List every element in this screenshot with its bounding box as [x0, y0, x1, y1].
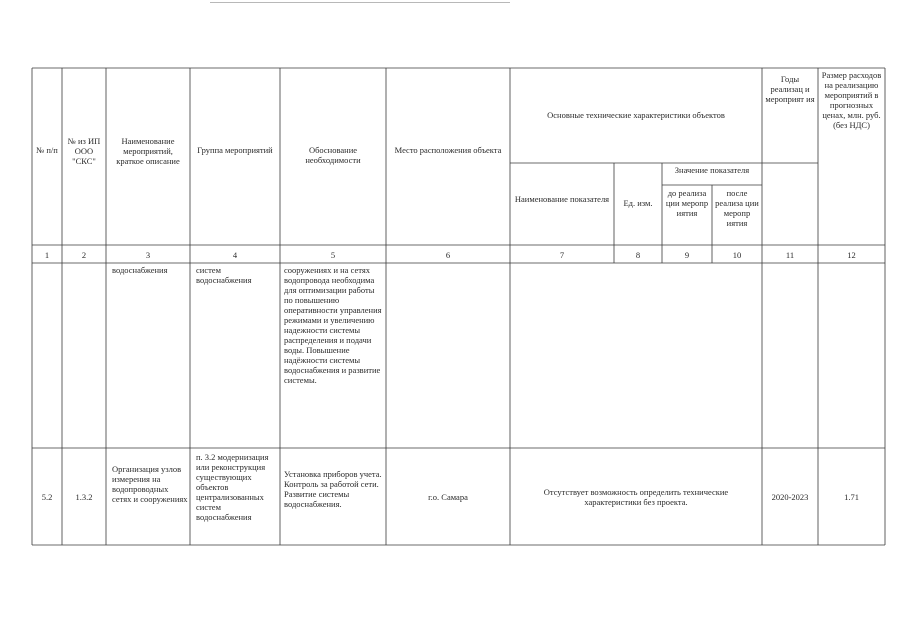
- header-years: Годы реализац и мероприят ия: [765, 74, 815, 104]
- header-measure-group: Группа мероприятий: [197, 145, 273, 155]
- row2-years: 2020-2023: [771, 492, 809, 502]
- header-location: Место расположения объекта: [394, 145, 502, 155]
- header-technical-characteristics: Основные технические характеристики объектов: [547, 110, 725, 120]
- row2-costs: 1.71: [844, 492, 859, 502]
- column-number: 4: [232, 250, 238, 260]
- column-number: 8: [635, 250, 641, 260]
- row2-justification: Установка приборов учета. Контроль за работой сети. Развитие системы водоснабжения.: [284, 469, 382, 509]
- column-number: 10: [732, 250, 742, 260]
- column-number: 3: [145, 250, 151, 260]
- header-indicator-value: Значение показателя: [674, 165, 750, 175]
- row2-number: 5.2: [41, 492, 53, 502]
- column-number: 5: [330, 250, 336, 260]
- header-number: № п/п: [36, 145, 58, 155]
- column-number: 12: [847, 250, 856, 260]
- header-unit: Ед. изм.: [623, 198, 653, 208]
- column-number: 11: [785, 250, 795, 260]
- header-before: до реализа ции меропр иятия: [665, 188, 709, 218]
- row1-justification: сооружениях и на сетях водопровода необходима для оптимизации работы по повышению оперативности управления режимами и увеличению надежности системы распределения и подачи воды. Повышение надёжности системы водоснабжения и развитие системы.: [284, 265, 382, 385]
- column-number: 1: [44, 250, 50, 260]
- header-costs: Размер расходов на реализацию мероприятий в прогнозных ценах, млн. руб. (без НДС): [821, 70, 882, 130]
- row2-measure-group: п. 3.2 модернизация или реконструкция существующих объектов централизованных систем водоснабжения: [196, 452, 269, 522]
- header-measure-name: Наименование мероприятий, краткое описание: [116, 136, 180, 166]
- header-indicator-name: Наименование показателя: [514, 194, 610, 204]
- column-number: 9: [684, 250, 690, 260]
- row1-measure-group: систем водоснабжения: [196, 265, 252, 285]
- row2-location: г.о. Самара: [428, 492, 468, 502]
- row2-measure-name: Организация узлов измерения на водопроводных сетях и сооружениях: [112, 464, 188, 504]
- row1-measure-name: водоснабжения: [112, 265, 168, 275]
- column-number: 6: [445, 250, 451, 260]
- header-plan-number: № из ИП ООО "СКС": [67, 136, 101, 166]
- header-after: после реализа ции меропр иятия: [715, 188, 759, 228]
- column-number: 7: [559, 250, 565, 260]
- row2-technical-characteristics: Отсутствует возможность определить технические характеристики без проекта.: [543, 487, 729, 507]
- column-number: 2: [81, 250, 87, 260]
- header-justification: Обоснование необходимости: [305, 145, 361, 165]
- row2-plan-number: 1.3.2: [75, 492, 93, 502]
